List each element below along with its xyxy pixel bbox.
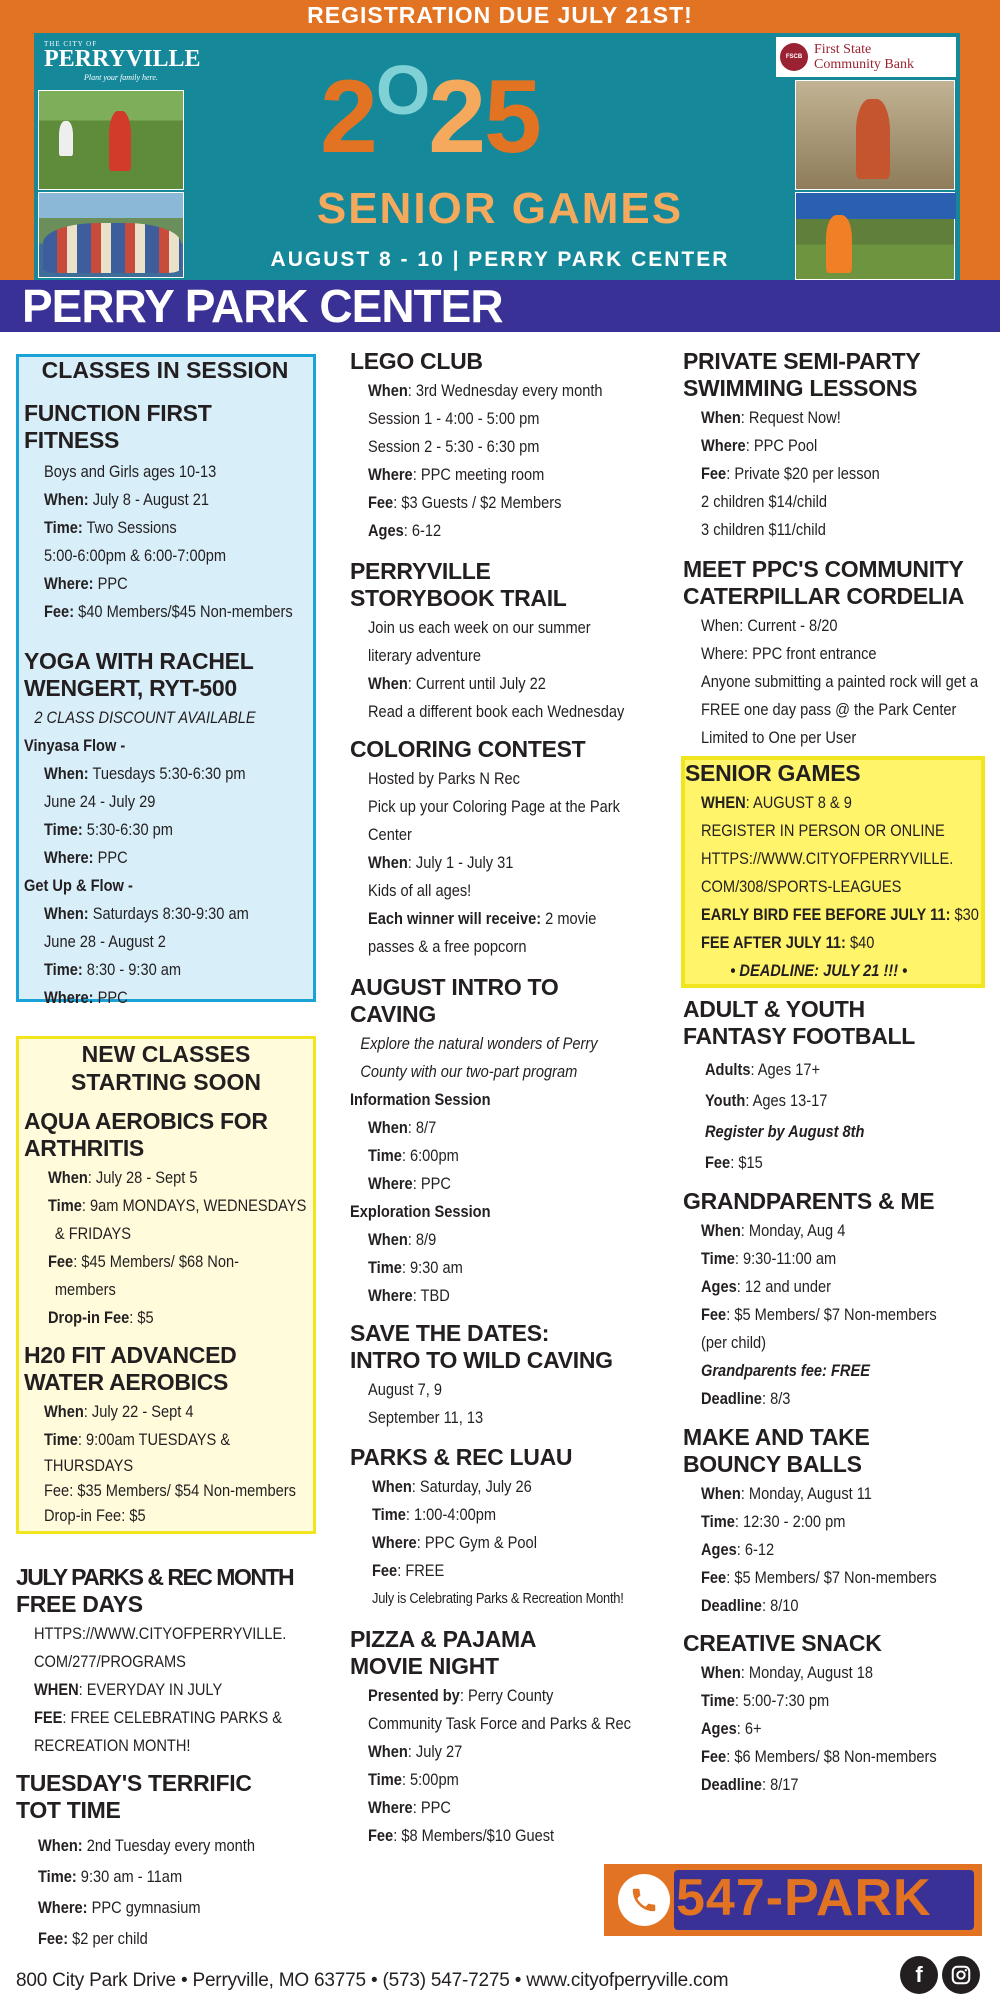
instagram-icon[interactable] xyxy=(942,1956,980,1994)
story-title-2: STORYBOOK TRAIL xyxy=(350,585,567,611)
swim-two-children: 2 children $14/child xyxy=(701,492,827,511)
cat-title-2: CATERPILLAR CORDELIA xyxy=(683,583,965,609)
caving-info-heading: Information Session xyxy=(350,1090,491,1109)
july-url-1[interactable]: HTTPS://WWW.CITYOFPERRYVILLE. xyxy=(34,1624,287,1643)
lego-title: LEGO CLUB xyxy=(350,348,483,374)
photo-shuffleboard xyxy=(795,80,955,190)
ff-fee: Fee: $15 xyxy=(705,1153,763,1172)
story-note: Read a different book each Wednesday xyxy=(368,702,625,721)
cat-where: Where: PPC front entrance xyxy=(701,644,877,663)
fff-sessions: 5:00-6:00pm & 6:00-7:00pm xyxy=(44,546,227,565)
cs-when: When: Monday, August 18 xyxy=(701,1663,874,1682)
getup-where: Where: PPC xyxy=(44,988,128,1007)
caving-title-2: CAVING xyxy=(350,1001,436,1027)
dates-september: September 11, 13 xyxy=(368,1408,484,1427)
aqua-title-1: AQUA AEROBICS FOR xyxy=(24,1108,268,1134)
h2o-fee: Fee: $35 Members/ $54 Non-members xyxy=(44,1481,296,1500)
august-caving xyxy=(350,974,670,1310)
bb-deadline: Deadline: 8/10 xyxy=(701,1596,799,1615)
lego-when: When: 3rd Wednesday every month xyxy=(368,381,603,400)
tot-title-1: TUESDAY'S TERRIFIC xyxy=(16,1770,252,1796)
phone-number: 547-PARK xyxy=(676,1869,932,1927)
story-desc-1: Join us each week on our summer xyxy=(368,618,591,637)
luau-fee: Fee: FREE xyxy=(372,1561,445,1580)
fff-time: Time: Two Sessions xyxy=(44,518,177,537)
bank-name-line1: First State xyxy=(814,42,872,57)
bb-title-1: MAKE AND TAKE xyxy=(683,1424,870,1450)
july-free-days xyxy=(16,1564,316,1760)
perry-park-center-bar xyxy=(0,280,1000,332)
caving-desc-1: Explore the natural wonders of Perry xyxy=(360,1034,598,1053)
classes-heading: CLASSES IN SESSION xyxy=(41,357,289,383)
sg-deadline: • DEADLINE: JULY 21 !!! • xyxy=(730,961,908,980)
function-first-fitness xyxy=(24,400,314,626)
cs-time: Time: 5:00-7:30 pm xyxy=(701,1691,830,1710)
lego-ages: Ages: 6-12 xyxy=(368,521,442,540)
new-classes-heading xyxy=(19,1040,313,1096)
vinyasa-where: Where: PPC xyxy=(44,848,128,867)
classes-in-session-section xyxy=(40,356,310,384)
pizza-presented-cont: Community Task Force and Parks & Rec xyxy=(368,1714,631,1733)
ff-register: Register by August 8th xyxy=(705,1122,865,1141)
dates-title-2: INTRO TO WILD CAVING xyxy=(350,1347,613,1373)
caving-explore-time: Time: 9:30 am xyxy=(368,1258,463,1277)
pizza-fee: Fee: $8 Members/$10 Guest xyxy=(368,1826,555,1845)
yoga-title-1: YOGA WITH RACHEL xyxy=(24,648,254,674)
page-title: PERRY PARK CENTER xyxy=(22,280,503,332)
swim-title-1: PRIVATE SEMI-PARTY xyxy=(683,348,921,374)
gp-grandparents-fee: Grandparents fee: FREE xyxy=(701,1361,870,1380)
july-title-2: FREE DAYS xyxy=(16,1591,143,1617)
july-fee: FEE: FREE CELEBRATING PARKS & xyxy=(34,1708,283,1727)
aqua-days: & FRIDAYS xyxy=(54,1224,131,1243)
gp-fee: Fee: $5 Members/ $7 Non-members xyxy=(701,1305,937,1324)
pizza-where: Where: PPC xyxy=(368,1798,451,1817)
caving-desc-2: County with our two-part program xyxy=(360,1062,578,1081)
july-fee-cont: RECREATION MONTH! xyxy=(34,1736,191,1755)
aqua-when: When: July 28 - Sept 5 xyxy=(48,1168,198,1187)
logo-small-text: THE CITY OF xyxy=(44,40,98,48)
lego-session1: Session 1 - 4:00 - 5:00 pm xyxy=(368,409,540,428)
bouncy-balls xyxy=(683,1424,993,1620)
coloring-contest xyxy=(350,736,670,961)
bb-title-2: BOUNCY BALLS xyxy=(683,1451,862,1477)
story-when: When: Current until July 22 xyxy=(368,674,546,693)
yoga-with-rachel xyxy=(24,648,314,1012)
sg-early-fee: EARLY BIRD FEE BEFORE JULY 11: $30 xyxy=(701,905,979,924)
footer-contact: 800 City Park Drive • Perryville, MO 63775 • (573) 547-7275 • www.cityofperryville.com xyxy=(16,1970,729,1991)
vinyasa-time: Time: 5:30-6:30 pm xyxy=(44,820,173,839)
parks-rec-luau xyxy=(350,1444,670,1613)
senior-games-section xyxy=(685,760,981,985)
sg-url-2[interactable]: COM/308/SPORTS-LEAGUES xyxy=(701,877,902,896)
coloring-when: When: July 1 - July 31 xyxy=(368,853,514,872)
yoga-discount: 2 CLASS DISCOUNT AVAILABLE xyxy=(34,708,256,727)
swimming-lessons xyxy=(683,348,993,544)
year-digit-5: 5 xyxy=(484,59,540,175)
vinyasa-when: When: Tuesdays 5:30-6:30 pm xyxy=(44,764,246,783)
caterpillar-cordelia xyxy=(683,556,993,752)
bb-time: Time: 12:30 - 2:00 pm xyxy=(701,1512,846,1531)
getup-dates: June 28 - August 2 xyxy=(44,932,166,951)
cs-ages: Ages: 6+ xyxy=(701,1719,762,1738)
getup-time: Time: 8:30 - 9:30 am xyxy=(44,960,182,979)
getup-heading: Get Up & Flow - xyxy=(24,876,133,895)
lego-session2: Session 2 - 5:30 - 6:30 pm xyxy=(368,437,540,456)
caving-info-time: Time: 6:00pm xyxy=(368,1146,459,1165)
pizza-title-2: MOVIE NIGHT xyxy=(350,1653,499,1679)
dates-title-1: SAVE THE DATES: xyxy=(350,1320,550,1346)
bank-name-line2: Community Bank xyxy=(814,57,914,72)
h2o-title-2: WATER AEROBICS xyxy=(24,1369,229,1395)
logo-tagline: Plant your family here. xyxy=(84,73,158,82)
new-classes-line1: NEW CLASSES xyxy=(81,1041,251,1067)
caving-explore-heading: Exploration Session xyxy=(350,1202,491,1221)
luau-note: July is Celebrating Parks & Recreation Month! xyxy=(372,1590,624,1607)
caving-info-when: When: 8/7 xyxy=(368,1118,437,1137)
fff-title-2: FITNESS xyxy=(24,427,120,453)
bb-ages: Ages: 6-12 xyxy=(701,1540,775,1559)
dates-august: August 7, 9 xyxy=(368,1380,442,1399)
cat-desc-1: Anyone submitting a painted rock will get a xyxy=(701,672,979,691)
registration-notice: REGISTRATION DUE JULY 21ST! xyxy=(307,2,693,28)
cat-limit: Limited to One per User xyxy=(701,728,857,747)
tot-title-2: TOT TIME xyxy=(16,1797,121,1823)
aqua-time: Time: 9am MONDAYS, WEDNESDAYS xyxy=(48,1196,307,1215)
sg-register: REGISTER IN PERSON OR ONLINE xyxy=(701,821,945,840)
year-digit-2: 2 xyxy=(428,59,485,175)
aqua-aerobics xyxy=(24,1108,314,1332)
fantasy-football xyxy=(683,996,993,1178)
h2o-time: Time: 9:00am TUESDAYS & xyxy=(44,1430,231,1449)
h2o-title-1: H20 FIT ADVANCED xyxy=(24,1342,237,1368)
gp-fee-cont: (per child) xyxy=(701,1333,767,1352)
pizza-pajama xyxy=(350,1626,670,1850)
senior-games-dates: AUGUST 8 - 10 | PERRY PARK CENTER xyxy=(270,248,730,271)
h2o-days: THURSDAYS xyxy=(44,1456,134,1475)
logo-city-name: PERRYVILLE xyxy=(44,46,201,72)
sg-late-fee: FEE AFTER JULY 11: $40 xyxy=(701,933,875,952)
vinyasa-heading: Vinyasa Flow - xyxy=(24,736,126,755)
lego-club xyxy=(350,348,670,545)
gp-deadline: Deadline: 8/3 xyxy=(701,1389,791,1408)
gp-ages: Ages: 12 and under xyxy=(701,1277,832,1296)
phone-icon xyxy=(618,1874,670,1926)
caving-title-1: AUGUST INTRO TO xyxy=(350,974,559,1000)
ff-title-2: FANTASY FOOTBALL xyxy=(683,1023,916,1049)
bb-fee: Fee: $5 Members/ $7 Non-members xyxy=(701,1568,937,1587)
fff-where: Where: PPC xyxy=(44,574,128,593)
aqua-fee-cont: members xyxy=(54,1280,116,1299)
pizza-presented: Presented by: Perry County xyxy=(368,1686,554,1705)
pizza-title-1: PIZZA & PAJAMA xyxy=(350,1626,537,1652)
cs-deadline: Deadline: 8/17 xyxy=(701,1775,799,1794)
story-desc-2: literary adventure xyxy=(368,646,481,665)
gp-time: Time: 9:30-11:00 am xyxy=(701,1249,837,1268)
luau-time: Time: 1:00-4:00pm xyxy=(372,1505,497,1524)
coloring-pickup-cont: Center xyxy=(368,825,412,844)
fff-when: When: July 8 - August 21 xyxy=(44,490,209,509)
sg-url-1[interactable]: HTTPS://WWW.CITYOFPERRYVILLE. xyxy=(701,849,954,868)
swim-where: Where: PPC Pool xyxy=(701,436,818,455)
coloring-prize: Each winner will receive: 2 movie xyxy=(368,909,597,928)
storybook-trail xyxy=(350,558,670,726)
tot-time xyxy=(16,1770,316,1954)
cat-desc-2: FREE one day pass @ the Park Center xyxy=(701,700,957,719)
h2o-fit xyxy=(24,1342,314,1528)
cat-title-1: MEET PPC'S COMMUNITY xyxy=(683,556,964,582)
h2o-when: When: July 22 - Sept 4 xyxy=(44,1402,194,1421)
swim-three-children: 3 children $11/child xyxy=(701,520,826,539)
cs-title: CREATIVE SNACK xyxy=(683,1630,882,1656)
ff-title-1: ADULT & YOUTH xyxy=(683,996,865,1022)
gp-title: GRANDPARENTS & ME xyxy=(683,1188,935,1214)
luau-when: When: Saturday, July 26 xyxy=(372,1477,532,1496)
facebook-icon[interactable]: f xyxy=(900,1956,938,1994)
tot-when: When: 2nd Tuesday every month xyxy=(38,1836,255,1855)
tot-where: Where: PPC gymnasium xyxy=(38,1898,201,1917)
aqua-dropin: Drop-in Fee: $5 xyxy=(48,1308,154,1327)
sg-title: SENIOR GAMES xyxy=(685,760,861,786)
luau-where: Where: PPC Gym & Pool xyxy=(372,1533,537,1552)
coloring-host: Hosted by Parks N Rec xyxy=(368,769,520,788)
aqua-fee: Fee: $45 Members/ $68 Non- xyxy=(48,1252,239,1271)
pizza-when: When: July 27 xyxy=(368,1742,463,1761)
coloring-title: COLORING CONTEST xyxy=(350,736,586,762)
photo-pickleball xyxy=(38,90,184,190)
aqua-title-2: ARTHRITIS xyxy=(24,1135,144,1161)
cs-fee: Fee: $6 Members/ $8 Non-members xyxy=(701,1747,937,1766)
creative-snack xyxy=(683,1630,993,1799)
july-url-2[interactable]: COM/277/PROGRAMS xyxy=(34,1652,186,1671)
caving-explore-where: Where: TBD xyxy=(368,1286,450,1305)
bb-when: When: Monday, August 11 xyxy=(701,1484,872,1503)
july-when: WHEN: EVERYDAY IN JULY xyxy=(34,1680,223,1699)
swim-when: When: Request Now! xyxy=(701,408,841,427)
h2o-dropin: Drop-in Fee: $5 xyxy=(44,1506,146,1525)
perryville-logo xyxy=(44,40,201,82)
tot-time: Time: 9:30 am - 11am xyxy=(38,1867,183,1886)
fff-title-1: FUNCTION FIRST xyxy=(24,400,212,426)
gp-when: When: Monday, Aug 4 xyxy=(701,1221,846,1240)
phone-banner[interactable] xyxy=(604,1864,982,1936)
swim-title-2: SWIMMING LESSONS xyxy=(683,375,918,401)
vinyasa-dates: June 24 - July 29 xyxy=(44,792,156,811)
caving-info-where: Where: PPC xyxy=(368,1174,451,1193)
yoga-title-2: WENGERT, RYT-500 xyxy=(24,675,237,701)
sg-when: WHEN: AUGUST 8 & 9 xyxy=(701,793,852,812)
coloring-ages: Kids of all ages! xyxy=(368,881,472,900)
story-title-1: PERRYVILLE xyxy=(350,558,491,584)
lego-where: Where: PPC meeting room xyxy=(368,465,545,484)
coloring-pickup: Pick up your Coloring Page at the Park xyxy=(368,797,620,816)
grandparents-me xyxy=(683,1188,993,1413)
cat-when: When: Current - 8/20 xyxy=(701,616,838,635)
lego-fee: Fee: $3 Guests / $2 Members xyxy=(368,493,562,512)
year-digit-1: 2 xyxy=(320,59,376,175)
caving-explore-when: When: 8/9 xyxy=(368,1230,437,1249)
save-the-dates xyxy=(350,1320,670,1432)
luau-title: PARKS & REC LUAU xyxy=(350,1444,573,1470)
senior-games-title: SENIOR GAMES xyxy=(316,184,684,233)
swim-fee: Fee: Private $20 per lesson xyxy=(701,464,880,483)
first-state-bank-logo xyxy=(776,37,956,77)
fff-fee: Fee: $40 Members/$45 Non-members xyxy=(44,602,293,621)
getup-when: When: Saturdays 8:30-9:30 am xyxy=(44,904,249,923)
fff-ages: Boys and Girls ages 10-13 xyxy=(44,462,217,481)
year-2025 xyxy=(320,51,540,177)
bank-seal-icon: FSCB xyxy=(780,43,808,71)
new-classes-line2: STARTING SOON xyxy=(71,1069,261,1095)
july-title-1: JULY PARKS & REC MONTH xyxy=(16,1564,294,1590)
pizza-time: Time: 5:00pm xyxy=(368,1770,459,1789)
coloring-prize-cont: passes & a free popcorn xyxy=(368,937,527,956)
year-digit-0: O xyxy=(375,51,429,129)
tot-fee: Fee: $2 per child xyxy=(38,1929,148,1948)
ff-adults: Adults: Ages 17+ xyxy=(705,1060,820,1079)
ff-youth: Youth: Ages 13-17 xyxy=(705,1091,828,1110)
